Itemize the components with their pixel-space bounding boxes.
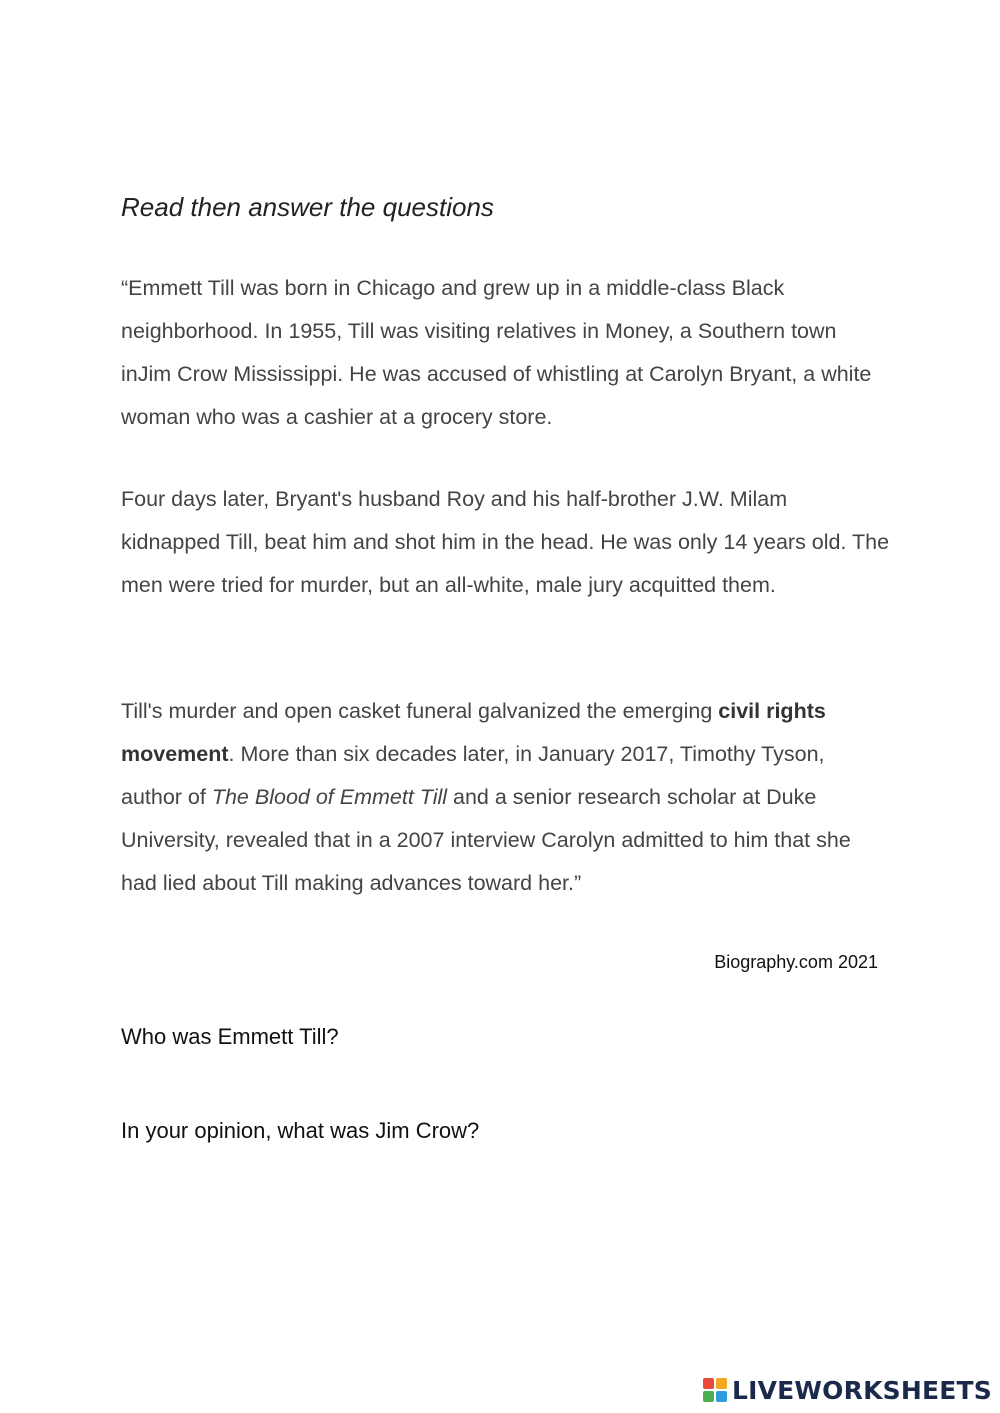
liveworksheets-wordmark: LIVEWORKSHEETS <box>731 1375 992 1405</box>
logo-square-green <box>703 1391 714 1402</box>
worksheet-heading: Read then answer the questions <box>121 192 494 222</box>
liveworksheets-logo[interactable] <box>703 1373 992 1407</box>
passage-paragraph-1: “Emmett Till was born in Chicago and grew up in a middle-class Black neighborhood. In 1955, Till was visiting relatives in Money, a Southern town inJim Crow Mississippi. He was accused of whistling at Carolyn Bryant, a white woman who was a cashier at a grocery store. <box>121 276 872 429</box>
passage-paragraph-2: Four days later, Bryant's husband Roy and his half-brother J.W. Milam kidnapped Till, beat him and shot him in the head. He was only 14 years old. The men were tried for murder, but an all-white, male jury acquitted them. <box>121 487 890 597</box>
question-2: In your opinion, what was Jim Crow? <box>121 1118 480 1143</box>
book-title: The Blood of Emmett Till <box>211 785 448 809</box>
passage-paragraph-3 <box>121 690 891 905</box>
logo-square-blue <box>716 1391 727 1402</box>
source-citation: Biography.com 2021 <box>714 952 878 972</box>
paragraph-3-intro: Till's murder and open casket funeral galvanized the emerging <box>121 699 719 723</box>
paragraph-3-end: and a senior research scholar at Duke University, revealed that in a 2007 interview Carolyn admitted to him that she had lied about Till making advances toward her.” <box>121 785 851 895</box>
logo-square-red <box>703 1378 714 1389</box>
logo-square-orange <box>716 1378 727 1389</box>
civil-rights-term: civil rights movement <box>121 699 826 766</box>
paragraph-3-middle: . More than six decades later, in January 2017, Timothy Tyson, author of <box>121 742 825 809</box>
question-1: Who was Emmett Till? <box>121 1024 339 1049</box>
liveworksheets-mark-icon <box>703 1378 727 1402</box>
